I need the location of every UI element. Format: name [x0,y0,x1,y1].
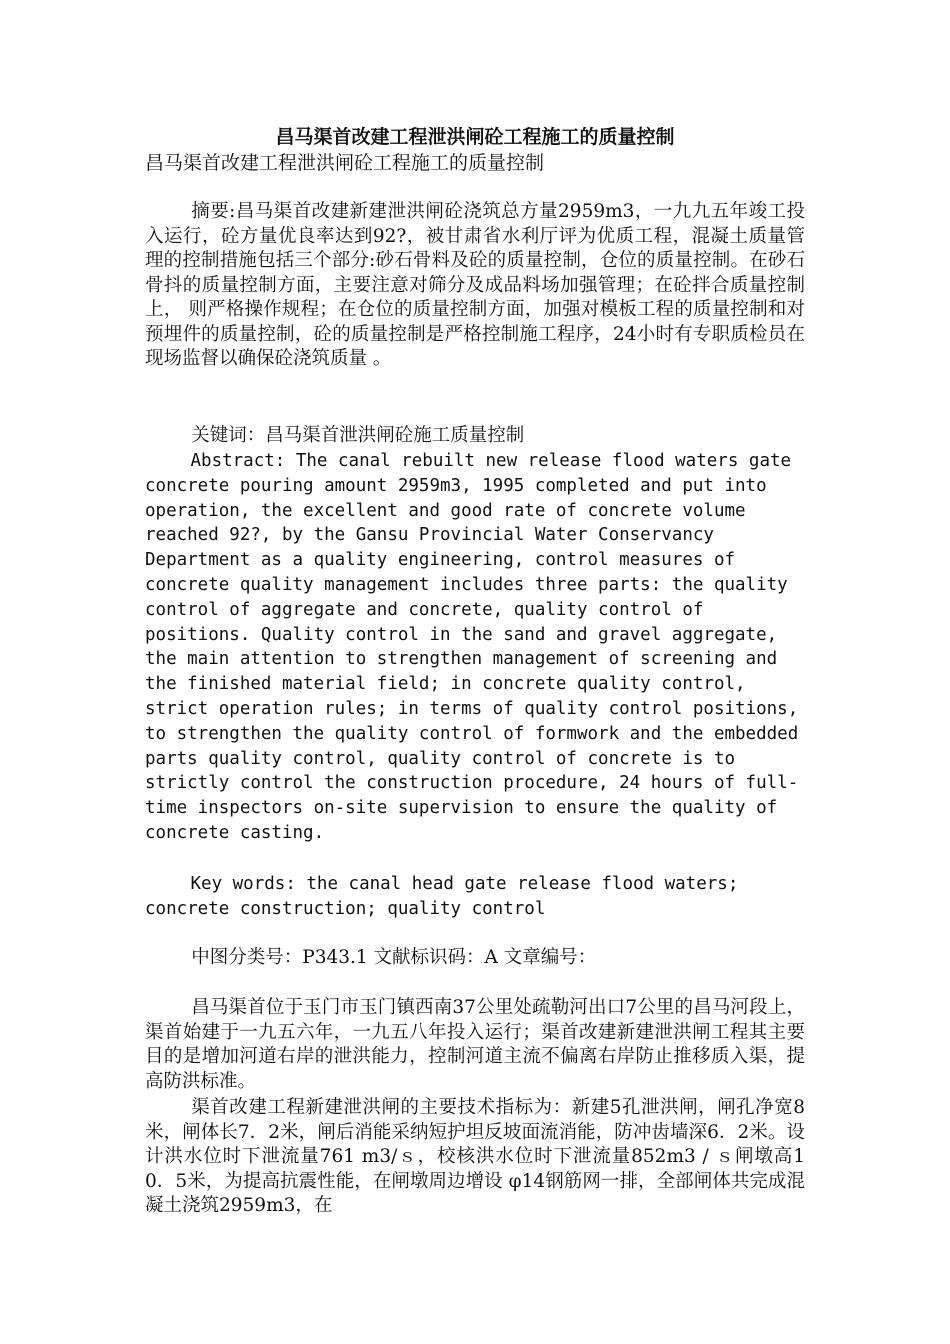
document-subtitle: 昌马渠首改建工程泄洪闸砼工程施工的质量控制 [145,152,545,174]
abstract-en: Abstract: The canal rebuilt new release flood waters gate concrete pouring amount 2959m3, 1995 completed and put into operation, the excellent and good rate of concrete volume reached 92?, by the Gansu Provincial Water Conservancy Department as a quality engineering, control measures of concrete quality management includes three parts: the quality control of aggregate and concrete, quality control of positions. Quality control in the sand and gravel aggregate, the main attention to strengthen management of screening and the finished material field; in concrete quality control, strict operation rules; in terms of quality control positions, to strengthen the quality control of formwork and the embedded parts quality control, quality control of concrete is to strictly control the construction procedure, 24 hours of full-time inspectors on-site supervision to ensure the quality of concrete casting. [145,451,799,843]
classification-line: 中图分类号：P343.1 文献标识码：A 文章编号： [191,947,597,968]
abstract-cn: 摘要:昌马渠首改建新建泄洪闸砼浇筑总方量2959m3，一九九五年竣工投入运行，砼方量优良率达到92?，被甘肃省水利厅评为优质工程，混凝土质量管理的控制措施包括三个部分:砂石骨料及砼的质量控制，仓位的质量控制。在砂石骨抖的质量控制方面，主要注意对筛分及成品料场加强管理；在砼拌合质量控制上， 则严格操作规程；在仓位的质量控制方面，加强对模板工程的质量控制和对预埋件的质量控制，砼的质量控制是严格控制施工程序，24小时有专职质检员在现场监督以确保砼浇筑质量 。 [145,201,805,369]
body-paragraph-2: 渠首改建工程新建泄洪闸的主要技术指标为：新建5孔泄洪闸，闸孔净宽8米，闸体长7．2米，闸后消能采纳短护坦反坡面流消能，防冲齿墙深6．2米。设计洪水位时下泄流量761 m3/ｓ，校核洪水位时下泄流量852m3 / ｓ闸墩高10．5米，为提高抗震性能，在闸墩周边增设 φ14钢筋网一排，全部闸体共完成混凝土浇筑2959m3，在 [145,1097,805,1216]
document-title: 昌马渠首改建工程泄洪闸砼工程施工的质量控制 [275,126,675,148]
keywords-cn: 关键词：昌马渠首泄洪闸砼施工质量控制 [191,425,525,446]
body-paragraph-1: 昌马渠首位于玉门市玉门镇西南37公里处疏勒河出口7公里的昌马河段上，渠首始建于一九五六年，一九五八年投入运行；渠首改建新建泄洪闸工程其主要目的是增加河道右岸的泄洪能力，控制河道主流不偏离右岸防止推移质入渠，提高防洪标准。 [145,997,805,1092]
keywords-en: Key words: the canal head gate release flood waters; concrete construction; quality control [145,874,739,919]
